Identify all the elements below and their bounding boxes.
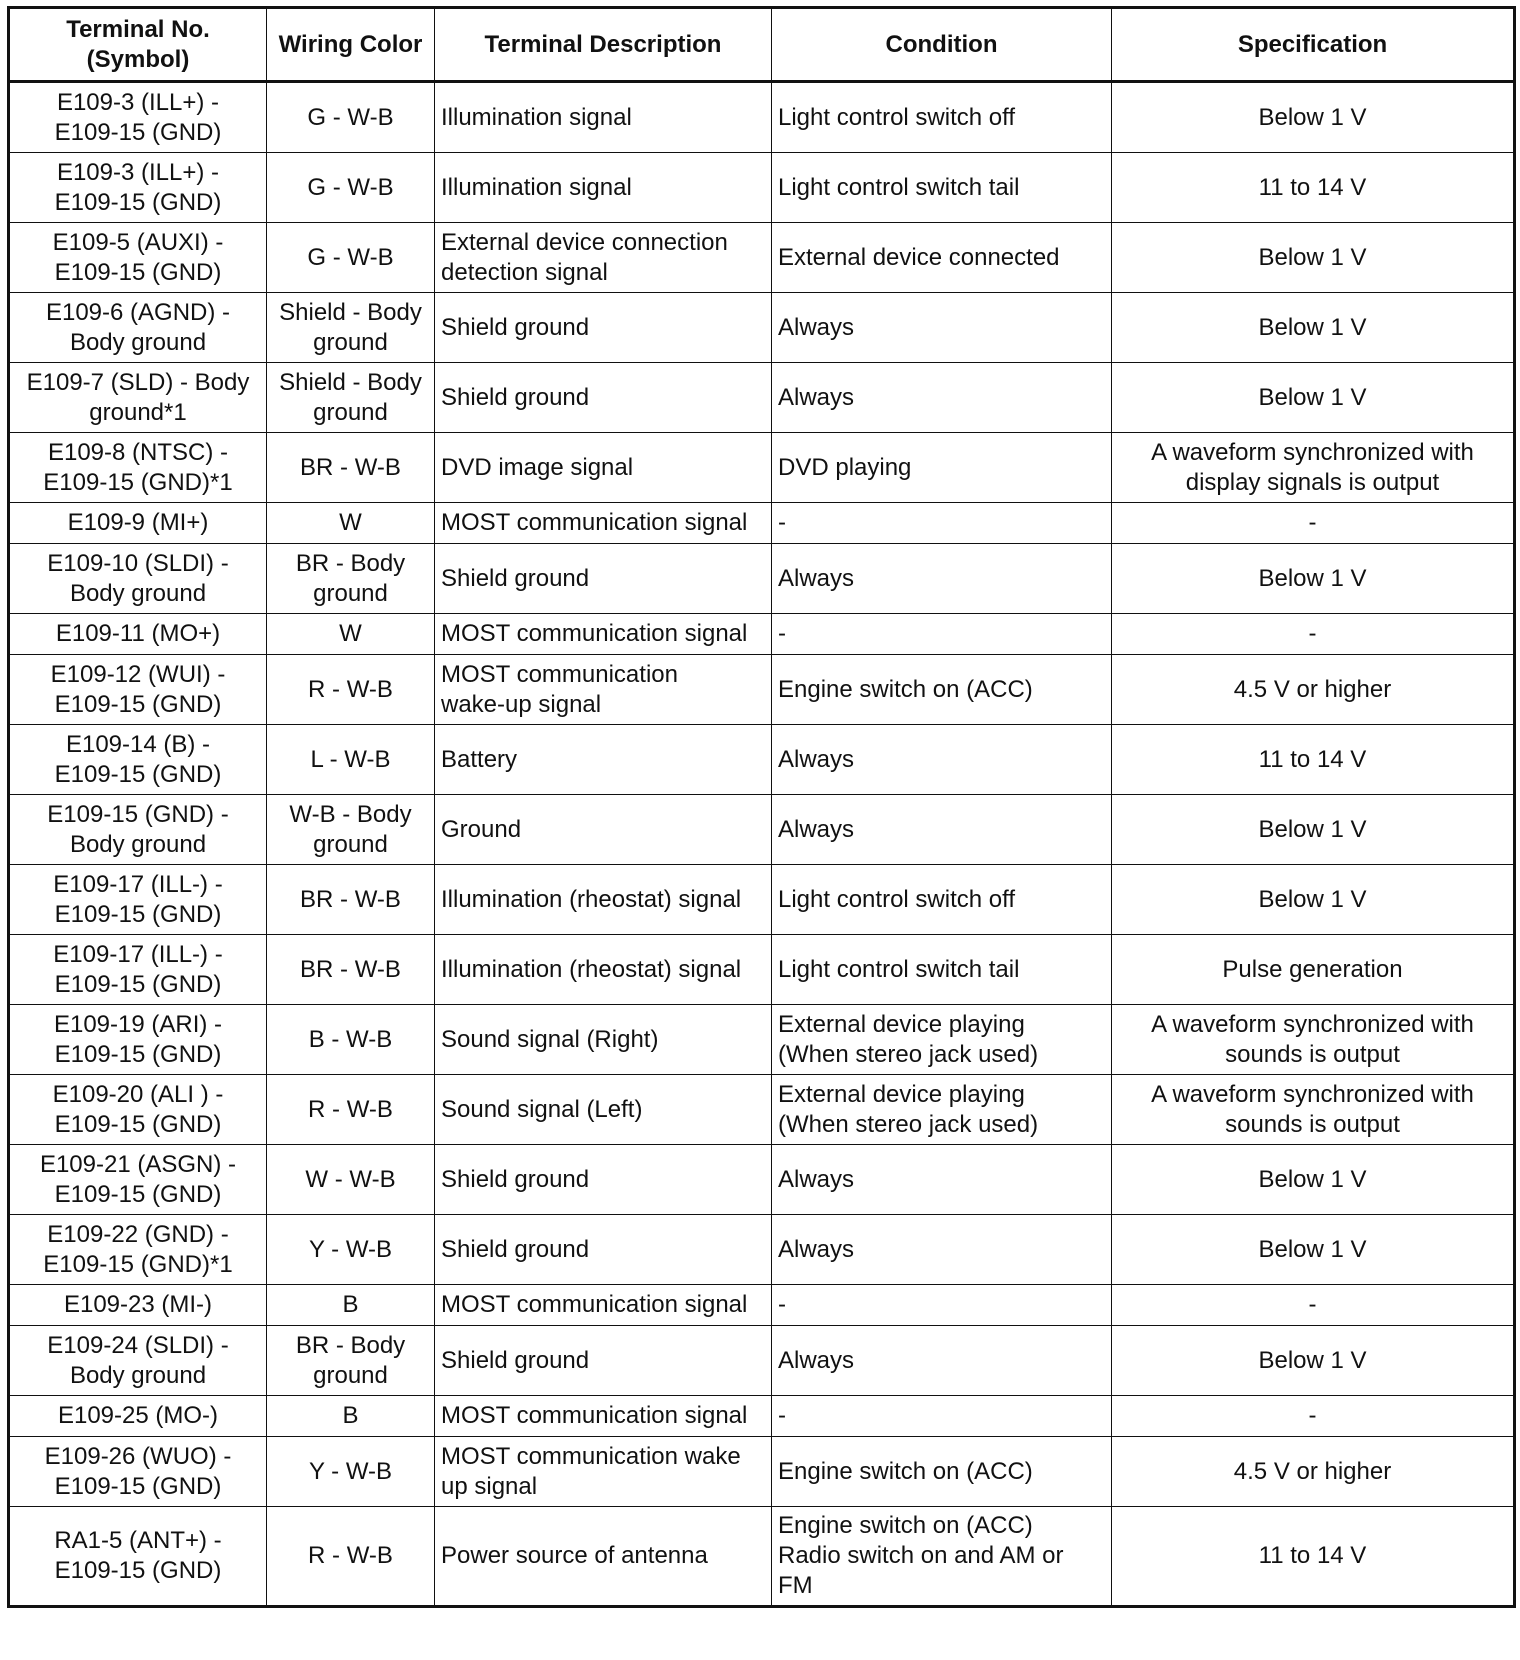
description-cell: MOST communication wake-up signal [435,655,772,725]
wiring-color-cell: Y - W-B [267,1215,435,1285]
description-cell: Sound signal (Right) [435,1005,772,1075]
condition-cell: Always [772,725,1112,795]
condition-cell: Always [772,1326,1112,1396]
table-row [9,1396,1515,1437]
description-cell: MOST communication signal [435,503,772,544]
terminal-cell: E109-20 (ALI ) - E109-15 (GND) [9,1075,267,1145]
description-cell: MOST communication signal [435,1285,772,1326]
table-row [9,725,1515,795]
condition-cell: Light control switch off [772,82,1112,153]
terminal-cell: E109-5 (AUXI) - E109-15 (GND) [9,223,267,293]
description-cell: Shield ground [435,1326,772,1396]
terminal-cell: E109-7 (SLD) - Body ground*1 [9,363,267,433]
wiring-color-cell: BR - Body ground [267,544,435,614]
table-row [9,153,1515,223]
specification-cell: Below 1 V [1112,223,1515,293]
terminal-cell: E109-8 (NTSC) - E109-15 (GND)*1 [9,433,267,503]
specification-cell: 4.5 V or higher [1112,1437,1515,1507]
specification-cell: 11 to 14 V [1112,725,1515,795]
header-condition: Condition [772,8,1112,82]
terminal-cell: E109-9 (MI+) [9,503,267,544]
terminal-cell: E109-24 (SLDI) - Body ground [9,1326,267,1396]
table-row [9,1145,1515,1215]
terminal-cell: E109-19 (ARI) - E109-15 (GND) [9,1005,267,1075]
terminal-cell: E109-3 (ILL+) - E109-15 (GND) [9,82,267,153]
specification-cell: 11 to 14 V [1112,1507,1515,1607]
wiring-color-cell: G - W-B [267,223,435,293]
specification-cell: Below 1 V [1112,544,1515,614]
table-row [9,82,1515,153]
description-cell: Ground [435,795,772,865]
condition-cell: Always [772,1145,1112,1215]
specification-cell: - [1112,1396,1515,1437]
specification-cell: Below 1 V [1112,1145,1515,1215]
table-row [9,1075,1515,1145]
wiring-color-cell: W [267,614,435,655]
description-cell: Shield ground [435,363,772,433]
specification-cell: Below 1 V [1112,82,1515,153]
wiring-color-cell: R - W-B [267,1075,435,1145]
condition-cell: Always [772,795,1112,865]
header-terminal: Terminal No. (Symbol) [9,8,267,82]
description-cell: Power source of antenna [435,1507,772,1607]
wiring-color-cell: BR - W-B [267,935,435,1005]
specification-cell: A waveform synchronized with sounds is output [1112,1005,1515,1075]
table-row [9,1005,1515,1075]
specification-cell: - [1112,614,1515,655]
description-cell: Illumination signal [435,82,772,153]
wiring-color-cell: W-B - Body ground [267,795,435,865]
table-row [9,1215,1515,1285]
wiring-color-cell: B [267,1285,435,1326]
table-row [9,503,1515,544]
condition-cell: Light control switch tail [772,935,1112,1005]
wiring-color-cell: BR - W-B [267,865,435,935]
specification-cell: Below 1 V [1112,1215,1515,1285]
table-row [9,223,1515,293]
wiring-color-cell: BR - Body ground [267,1326,435,1396]
table-row [9,655,1515,725]
terminal-cell: E109-17 (ILL-) - E109-15 (GND) [9,935,267,1005]
table-row [9,1285,1515,1326]
wiring-color-cell: W - W-B [267,1145,435,1215]
description-cell: MOST communication signal [435,1396,772,1437]
terminal-cell: E109-6 (AGND) - Body ground [9,293,267,363]
table-row [9,1437,1515,1507]
description-cell: Battery [435,725,772,795]
terminal-cell: E109-17 (ILL-) - E109-15 (GND) [9,865,267,935]
condition-cell: Always [772,544,1112,614]
condition-cell: Always [772,1215,1112,1285]
description-cell: Illumination (rheostat) signal [435,865,772,935]
specification-cell: Pulse generation [1112,935,1515,1005]
description-cell: Shield ground [435,1145,772,1215]
table-row [9,1326,1515,1396]
wiring-color-cell: R - W-B [267,1507,435,1607]
terminal-cell: E109-21 (ASGN) - E109-15 (GND) [9,1145,267,1215]
description-cell: Illumination (rheostat) signal [435,935,772,1005]
condition-cell: - [772,1396,1112,1437]
table-row [9,293,1515,363]
condition-cell: - [772,503,1112,544]
table-row [9,363,1515,433]
terminal-spec-table [7,6,1516,1608]
specification-cell: Below 1 V [1112,795,1515,865]
condition-cell: External device playing (When stereo jack used) [772,1005,1112,1075]
condition-cell: Always [772,293,1112,363]
terminal-cell: RA1-5 (ANT+) - E109-15 (GND) [9,1507,267,1607]
table-row [9,795,1515,865]
wiring-color-cell: R - W-B [267,655,435,725]
terminal-cell: E109-12 (WUI) - E109-15 (GND) [9,655,267,725]
description-cell: External device connection detection signal [435,223,772,293]
condition-cell: Engine switch on (ACC) [772,1437,1112,1507]
table-row [9,614,1515,655]
header-specification: Specification [1112,8,1515,82]
condition-cell: Engine switch on (ACC) Radio switch on and AM or FM [772,1507,1112,1607]
condition-cell: Always [772,363,1112,433]
table-row [9,865,1515,935]
specification-cell: Below 1 V [1112,293,1515,363]
wiring-color-cell: Shield - Body ground [267,363,435,433]
description-cell: Shield ground [435,544,772,614]
description-cell: MOST communication signal [435,614,772,655]
description-cell: MOST communication wake up signal [435,1437,772,1507]
terminal-cell: E109-3 (ILL+) - E109-15 (GND) [9,153,267,223]
wiring-color-cell: Shield - Body ground [267,293,435,363]
condition-cell: External device playing (When stereo jack used) [772,1075,1112,1145]
specification-cell: - [1112,1285,1515,1326]
condition-cell: DVD playing [772,433,1112,503]
specification-cell: - [1112,503,1515,544]
condition-cell: - [772,614,1112,655]
condition-cell: External device connected [772,223,1112,293]
wiring-color-cell: W [267,503,435,544]
wiring-color-cell: Y - W-B [267,1437,435,1507]
description-cell: Illumination signal [435,153,772,223]
condition-cell: Engine switch on (ACC) [772,655,1112,725]
condition-cell: Light control switch tail [772,153,1112,223]
wiring-color-cell: L - W-B [267,725,435,795]
table-row [9,935,1515,1005]
description-cell: Sound signal (Left) [435,1075,772,1145]
wiring-color-cell: B [267,1396,435,1437]
specification-cell: 4.5 V or higher [1112,655,1515,725]
header-row [9,8,1515,82]
table-row [9,433,1515,503]
condition-cell: Light control switch off [772,865,1112,935]
terminal-cell: E109-11 (MO+) [9,614,267,655]
wiring-color-cell: B - W-B [267,1005,435,1075]
terminal-cell: E109-15 (GND) - Body ground [9,795,267,865]
table-row [9,1507,1515,1607]
table-row [9,544,1515,614]
header-wiring-color: Wiring Color [267,8,435,82]
specification-cell: A waveform synchronized with sounds is output [1112,1075,1515,1145]
terminal-cell: E109-26 (WUO) - E109-15 (GND) [9,1437,267,1507]
specification-cell: A waveform synchronized with display signals is output [1112,433,1515,503]
condition-cell: - [772,1285,1112,1326]
terminal-cell: E109-22 (GND) - E109-15 (GND)*1 [9,1215,267,1285]
description-cell: DVD image signal [435,433,772,503]
description-cell: Shield ground [435,1215,772,1285]
terminal-cell: E109-23 (MI-) [9,1285,267,1326]
table-body [9,82,1515,1607]
terminal-cell: E109-25 (MO-) [9,1396,267,1437]
wiring-color-cell: G - W-B [267,82,435,153]
wiring-color-cell: BR - W-B [267,433,435,503]
specification-cell: Below 1 V [1112,1326,1515,1396]
wiring-color-cell: G - W-B [267,153,435,223]
terminal-cell: E109-14 (B) - E109-15 (GND) [9,725,267,795]
specification-cell: Below 1 V [1112,865,1515,935]
specification-cell: Below 1 V [1112,363,1515,433]
header-terminal-description: Terminal Description [435,8,772,82]
specification-cell: 11 to 14 V [1112,153,1515,223]
description-cell: Shield ground [435,293,772,363]
terminal-cell: E109-10 (SLDI) - Body ground [9,544,267,614]
